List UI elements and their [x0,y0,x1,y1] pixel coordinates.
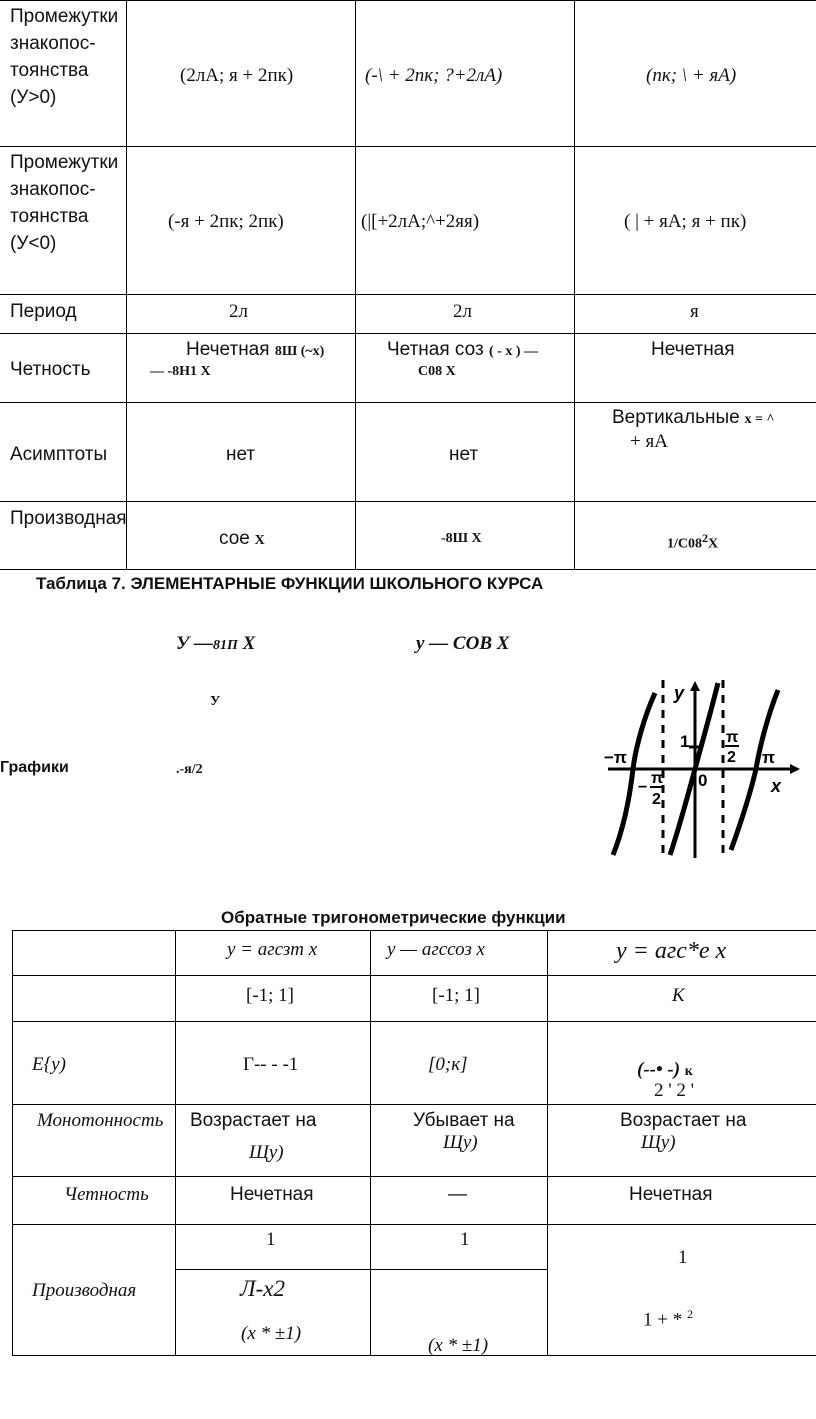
cell-value: Нечетная 8Ш (~х) [186,339,325,360]
deriv-value: 1 + * $^2$ [643,1307,693,1331]
mono-value: Щу) [443,1132,478,1153]
deriv-label: Производная [32,1280,137,1301]
header-arctg: у = агс*е х [616,938,727,964]
neg-half-pi-den: 2 [652,791,661,808]
tan-branch-left [613,693,655,855]
deriv-num: 1 [678,1247,688,1268]
range-value: Г-- - -1 [243,1054,299,1075]
range-value: (--• -) к [637,1059,693,1080]
cell-value: -8Ш X [441,531,482,546]
row-label: Промежутки знакопос- тоянства (У<0) [10,152,119,254]
table-line [0,501,816,502]
table-line [370,930,371,1356]
neg-pi-label: −π [604,748,627,767]
graphs-label: Графики [0,759,69,776]
one-label: 1 [680,732,690,751]
half-pi-num: π [726,729,739,746]
pi-label: π [762,748,776,767]
cell-value: (2лА; я + 2пк) [180,65,294,86]
table-line [355,0,356,570]
function-formula: у — СОВ X [416,633,510,654]
row-label: Период [10,301,77,322]
cell-value: 2л [229,301,248,322]
row-label: Асимптоты [10,444,108,465]
domain-value: [-1; 1] [246,985,295,1006]
deriv-value: (х * ±1) [241,1323,302,1344]
cell-value: ( | + яА; я + пк) [624,211,747,232]
neg-half-pi-num: π [651,770,664,787]
deriv-value: (х * ±1) [428,1335,489,1356]
table-line [175,930,176,1356]
header-arcsin: у = агсзт х [227,939,318,960]
cell-value: я [690,301,699,322]
cell-value: Вертикальные х = ^ [612,407,775,428]
table-line [574,0,575,570]
row-label: Промежутки знакопос- тоянства (У>0) [10,6,119,108]
table-line [126,0,127,570]
table-line [0,333,816,334]
x-axis-arrow [790,764,800,774]
table-line [12,930,816,931]
mono-value: Возрастает на [190,1110,317,1131]
neg-half-pi-sign: − [638,779,648,796]
table-line [12,975,816,976]
row-label: Четность [10,359,91,380]
parity-label: Четность [64,1184,149,1205]
half-pi-den: 2 [727,749,736,766]
parity-value: — [448,1184,467,1205]
deriv-num: 1 [266,1229,276,1250]
cell-value: нет [449,444,479,465]
cell-value: — -8Н1 X [150,364,211,379]
table-line [12,1176,816,1177]
table-line [12,1355,816,1356]
deriv-value: Л-х2 [240,1276,285,1301]
cell-value: 2л [453,301,472,322]
x-label: x [771,776,782,796]
cell-value: сое X [219,528,265,549]
range-value: [0;к] [428,1054,468,1075]
parity-value: Нечетная [230,1184,314,1205]
table-line [12,930,13,1356]
table-line [175,1269,548,1270]
table-line [0,402,816,403]
cell-value: Нечетная [651,339,735,360]
table-line [0,294,816,295]
cell-value: С08 X [418,364,456,379]
cell-value: $1/С08^2X$ [667,531,719,552]
table-line [12,1224,816,1225]
mono-label: Монотонность [37,1110,164,1131]
zero-label: 0 [698,771,708,790]
tangent-graph [600,675,800,865]
mono-value: Возрастает на [620,1110,747,1131]
cell-value: (пк; \ + яА) [646,65,737,86]
domain-value: К [672,985,685,1006]
function-formula: У —81П X [176,633,256,654]
cell-value: (-\ + 2пк; ?+2лА) [365,65,503,86]
mono-value: Щу) [249,1142,284,1163]
graph-axis-label: У [210,694,221,709]
cell-value: (|[+2лА;^+2яя) [361,211,480,232]
table-line [0,0,816,1]
row-label: Производная [10,508,127,529]
mono-value: Убывает на [413,1110,515,1131]
mono-value: Щу) [641,1132,676,1153]
range-label: Е{у) [32,1054,66,1075]
y-label: y [674,683,685,703]
deriv-num: 1 [460,1229,470,1250]
range-value: 2 ' 2 ' [654,1080,695,1101]
table-line [0,146,816,147]
inverse-title: Обратные тригонометрические функции [221,908,566,927]
cell-value: + яА [630,431,668,452]
header-arccos: у — агссоз х [387,939,485,960]
cell-value: нет [226,444,256,465]
table-line [12,1021,816,1022]
table-line [547,930,548,1356]
cell-value: (-я + 2пк; 2пк) [168,211,284,232]
domain-value: [-1; 1] [432,985,481,1006]
y-axis-arrow [690,681,700,691]
cell-value: Четная соз ( - х ) — [387,339,538,360]
graph-tick-label: .-я/2 [176,762,203,777]
parity-value: Нечетная [629,1184,713,1205]
section-heading: Таблица 7. ЭЛЕМЕНТАРНЫЕ ФУНКЦИИ ШКОЛЬНОГО КУРСА [36,574,544,593]
table-line [12,1104,816,1105]
